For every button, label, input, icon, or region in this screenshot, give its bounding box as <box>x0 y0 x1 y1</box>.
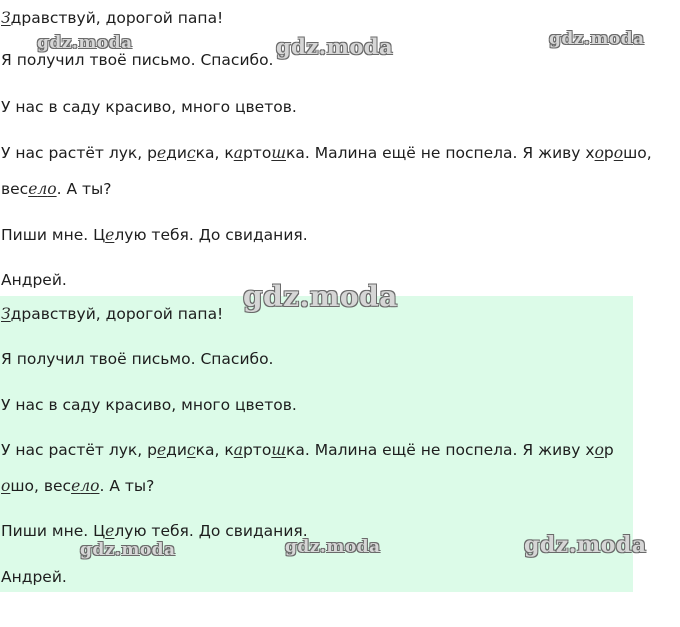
text-line <box>1 142 652 164</box>
text-line <box>1 178 112 200</box>
watermark-logo: gdz.moda <box>276 34 394 59</box>
text-fragment: дравствуй, дорогой папа! <box>10 305 224 323</box>
text-fragment: ди <box>166 144 187 162</box>
watermark-logo: gdz.moda <box>285 537 381 557</box>
text-fragment: ди <box>166 441 187 459</box>
text-fragment: шо, вес <box>10 477 72 495</box>
text-fragment: рто <box>242 441 272 459</box>
text-fragment: Пиши мне. Ц <box>1 522 106 540</box>
highlighted-letter: а <box>233 144 243 162</box>
highlighted-letter: о <box>47 180 57 198</box>
highlighted-letter: л <box>37 180 48 198</box>
text-line <box>1 224 308 246</box>
answer-text-line <box>1 394 297 416</box>
highlighted-letter: е <box>156 441 167 459</box>
highlighted-letter: л <box>80 477 91 495</box>
text-fragment: лую тебя. До свидания. <box>114 226 308 244</box>
text-line <box>1 96 297 118</box>
text-line <box>1 49 273 71</box>
answer-text-line <box>1 475 154 497</box>
watermark-logo: gdz.moda <box>80 540 176 560</box>
text-fragment: вес <box>1 180 29 198</box>
highlighted-letter: о <box>594 441 604 459</box>
text-fragment: У нас в саду красиво, много цветов. <box>1 396 297 414</box>
answer-text-line <box>1 520 308 542</box>
highlighted-letter: о <box>1 477 11 495</box>
text-fragment: Пиши мне. Ц <box>1 226 106 244</box>
text-fragment: р <box>603 441 614 459</box>
text-fragment: У нас растёт лук, р <box>1 144 157 162</box>
text-fragment: . А ты? <box>56 180 112 198</box>
text-fragment: р <box>603 144 614 162</box>
highlighted-letter: о <box>90 477 100 495</box>
text-fragment: лую тебя. До свидания. <box>114 522 308 540</box>
highlighted-letter: е <box>105 522 115 540</box>
text-fragment: дравствуй, дорогой папа! <box>10 9 224 27</box>
text-fragment: шо, <box>623 144 652 162</box>
highlighted-letter: е <box>105 226 115 244</box>
highlighted-letter: е <box>156 144 167 162</box>
text-fragment: ка. Малина ещё не поспела. Я живу х <box>286 441 595 459</box>
text-fragment: У нас в саду красиво, много цветов. <box>1 98 297 116</box>
text-fragment: У нас растёт лук, р <box>1 441 157 459</box>
text-fragment: ка, к <box>195 441 234 459</box>
text-fragment: Андрей. <box>1 568 67 586</box>
highlighted-letter: с <box>186 441 196 459</box>
underlined-letter: З <box>1 9 11 27</box>
text-fragment: Андрей. <box>1 271 67 289</box>
watermark-logo: gdz.moda <box>243 280 398 313</box>
text-fragment: Я получил твоё письмо. Спасибо. <box>1 350 274 368</box>
answer-signature-line <box>1 566 67 588</box>
answer-text-line <box>1 439 614 461</box>
text-fragment: . А ты? <box>99 477 155 495</box>
highlighted-letter: о <box>613 144 624 162</box>
text-fragment: ка, к <box>195 144 234 162</box>
signature-line <box>1 269 67 291</box>
watermark-logo: gdz.moda <box>524 532 647 558</box>
text-fragment: рто <box>242 144 272 162</box>
greeting-line <box>1 7 223 29</box>
highlighted-letter: е <box>71 477 81 495</box>
highlighted-letter: ш <box>271 441 287 459</box>
watermark-logo: gdz.moda <box>549 29 645 49</box>
highlighted-letter: ш <box>271 144 287 162</box>
answer-text-line <box>1 348 273 370</box>
watermark-logo: gdz.moda <box>37 33 133 53</box>
highlighted-letter: о <box>594 144 604 162</box>
highlighted-letter: а <box>233 441 243 459</box>
highlighted-letter: е <box>28 180 38 198</box>
highlighted-letter: с <box>186 144 196 162</box>
text-fragment: Я получил твоё письмо. Спасибо. <box>1 51 274 69</box>
underlined-letter: З <box>1 305 11 323</box>
text-fragment: ка. Малина ещё не поспела. Я живу х <box>286 144 595 162</box>
answer-greeting-line <box>1 303 223 325</box>
